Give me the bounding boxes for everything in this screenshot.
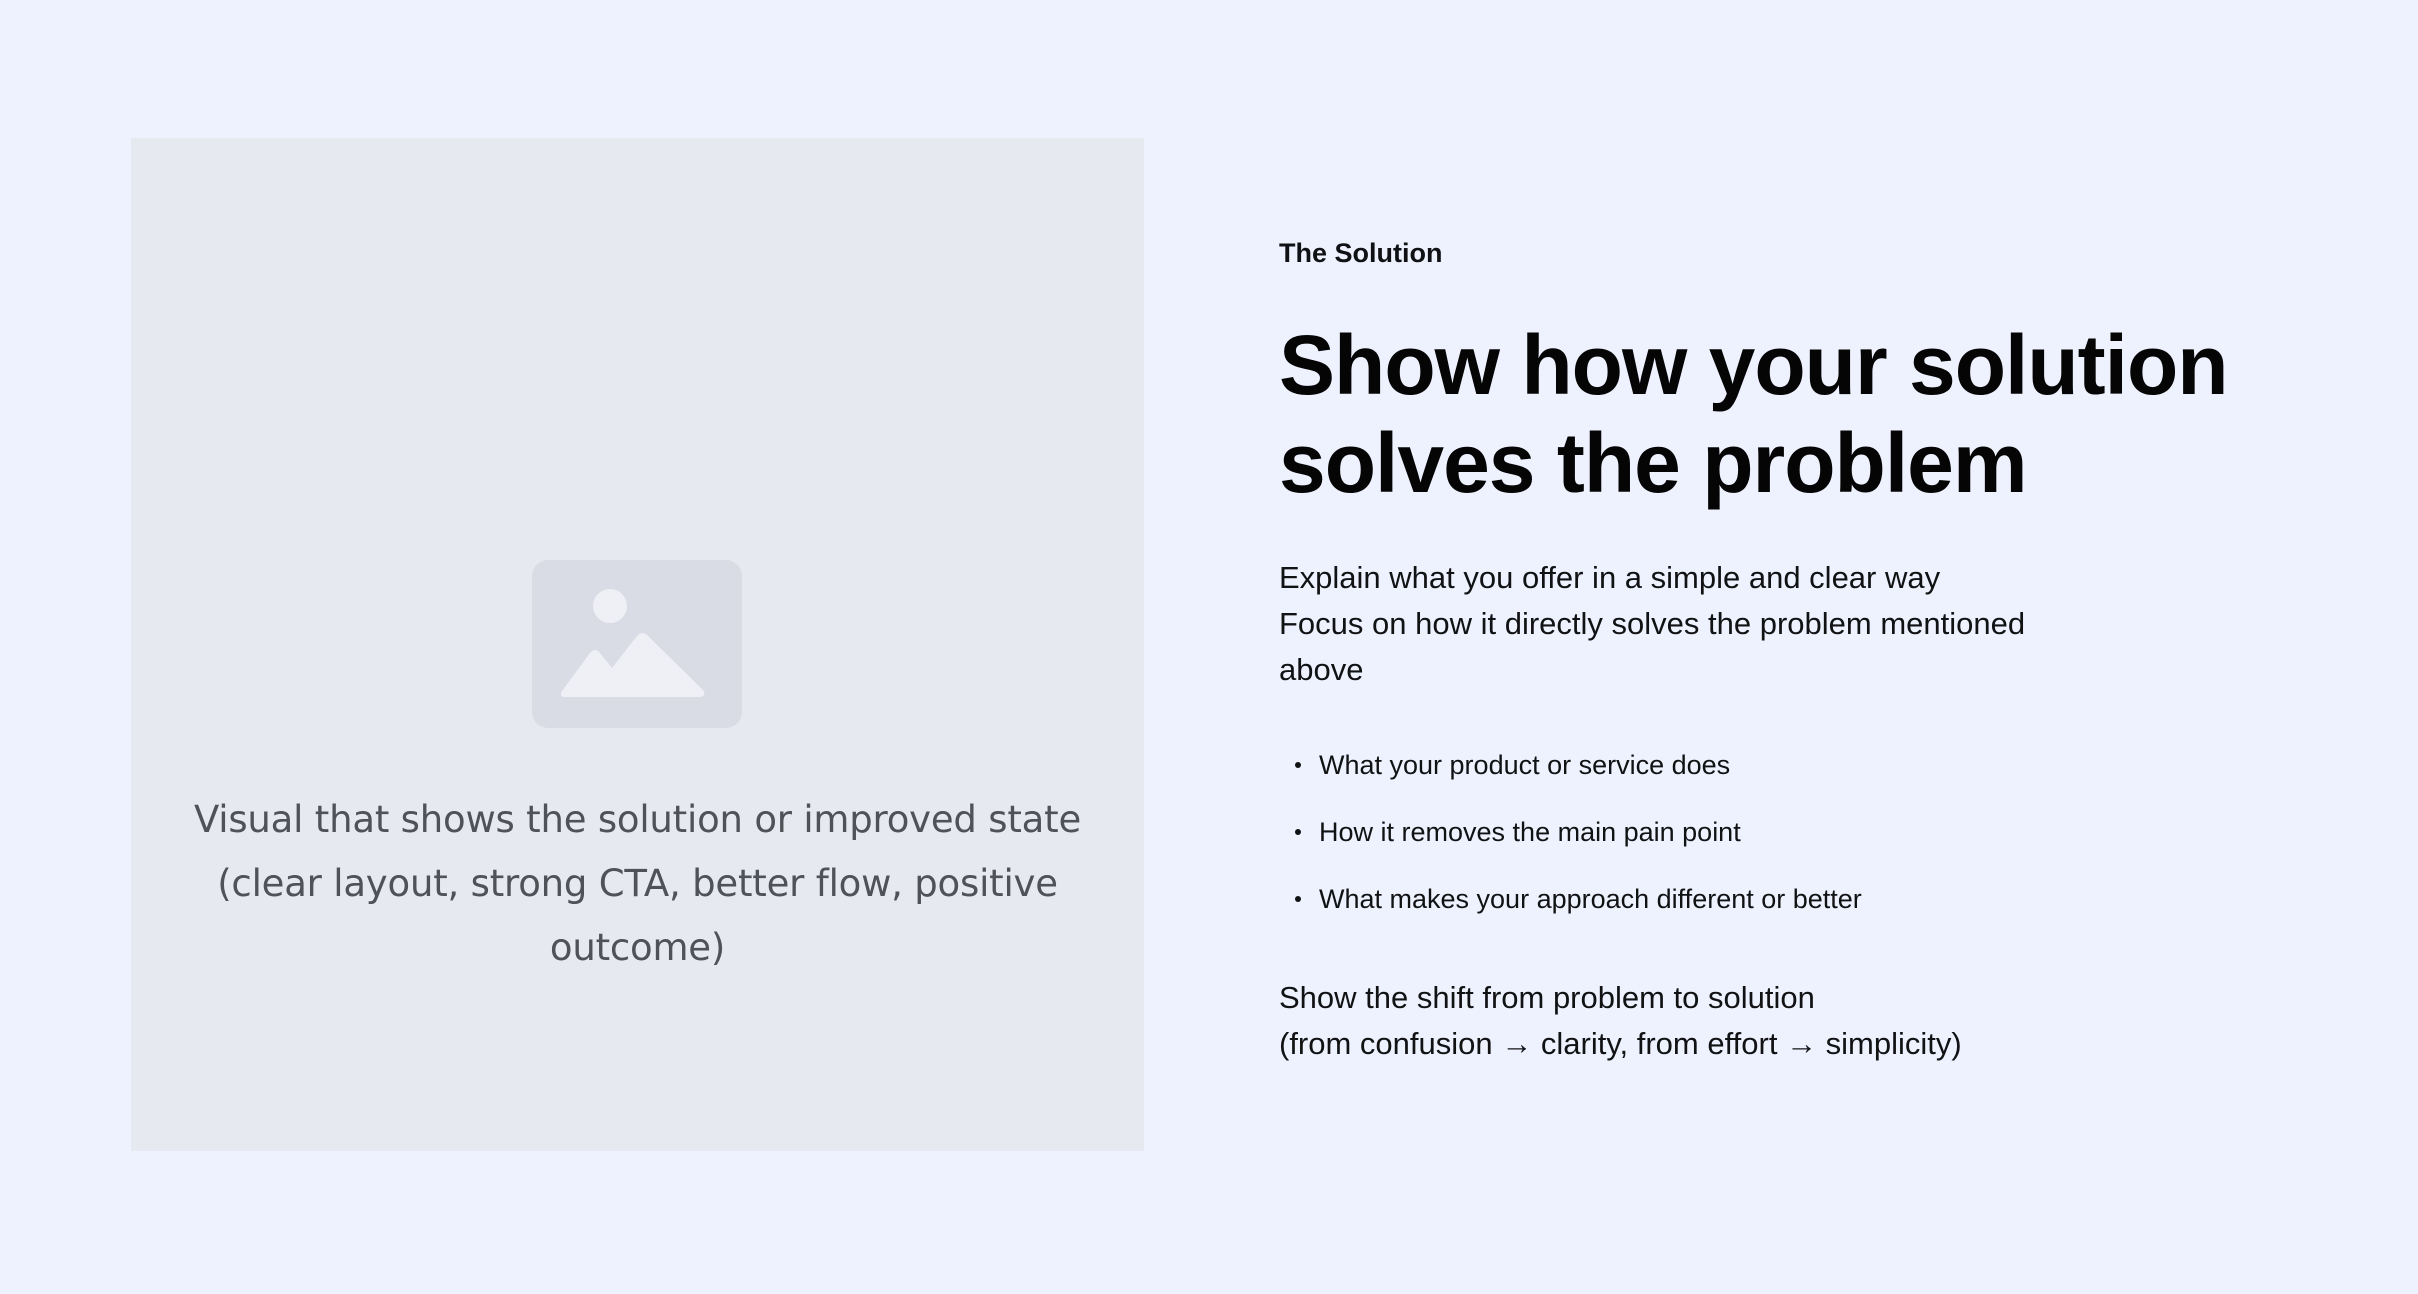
image-placeholder-icon <box>532 560 742 728</box>
list-item-text: How it removes the main pain point <box>1319 817 1741 847</box>
solution-benefits-list <box>1279 745 1862 946</box>
bullet-icon <box>1295 762 1301 768</box>
section-headline <box>1279 316 2259 512</box>
intro-line: Explain what you offer in a simple and clear way <box>1279 560 1941 595</box>
headline-line: solves the problem <box>1279 416 2027 510</box>
section-eyebrow: The Solution <box>1279 238 1443 268</box>
visual-caption-line: outcome) <box>549 926 726 969</box>
bullet-icon <box>1295 896 1301 902</box>
solution-visual-placeholder <box>131 138 1144 1151</box>
list-item <box>1279 812 1862 879</box>
intro-line: above <box>1279 652 1364 687</box>
list-item <box>1279 745 1862 812</box>
visual-caption-line: Visual that shows the solution or improved state <box>193 798 1082 841</box>
list-item-text: What your product or service does <box>1319 750 1731 780</box>
shift-line: (from confusion → clarity, from effort → simplicity) <box>1279 1026 1962 1061</box>
visual-caption <box>171 788 1104 980</box>
shift-line: Show the shift from problem to solution <box>1279 980 1815 1015</box>
problem-solution-shift <box>1279 975 2179 1067</box>
headline-line: Show how your solution <box>1279 318 2228 412</box>
list-item-text: What makes your approach different or better <box>1319 884 1862 914</box>
visual-caption-line: (clear layout, strong CTA, better flow, positive <box>217 862 1058 905</box>
list-item <box>1279 879 1862 946</box>
solution-intro <box>1279 555 2059 693</box>
bullet-icon <box>1295 829 1301 835</box>
intro-line: Focus on how it directly solves the problem mentioned <box>1279 606 2026 641</box>
